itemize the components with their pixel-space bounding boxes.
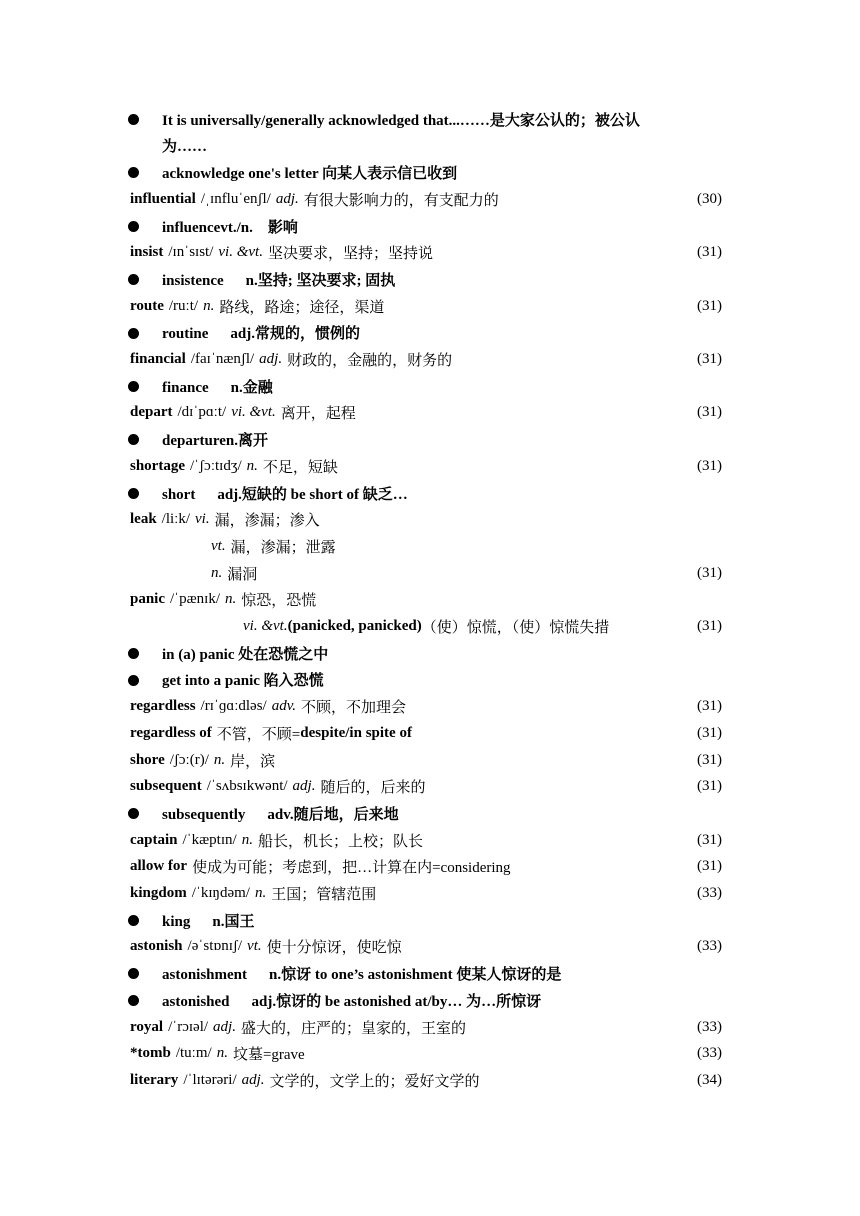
bullet-dot: [128, 808, 139, 819]
definition: 漏洞: [227, 566, 258, 583]
pronunciation: /ruːt/: [168, 297, 199, 314]
pronunciation: /rɪˈɡɑːdləs/: [200, 698, 267, 715]
bullet-entry: [130, 987, 722, 1014]
vocab-entry: [130, 400, 722, 427]
bullet-term: astonishment: [162, 967, 248, 984]
pronunciation: /ˈpænɪk/: [170, 591, 221, 608]
part-of-speech: vi.: [195, 511, 210, 528]
page-reference: (31): [697, 297, 722, 314]
bullet-entry: [130, 159, 722, 186]
bullet-text: [162, 269, 395, 290]
bullet-meaning: n.金融: [230, 379, 273, 396]
part-of-speech: adv.: [271, 698, 297, 715]
bullet-entry: [130, 907, 722, 934]
vocab-entry: [130, 1041, 722, 1068]
definition: 盛大的，庄严的；皇家的，王室的: [240, 1020, 466, 1037]
bullet-dot: [128, 968, 139, 979]
part-of-speech: vi. &vt.: [243, 618, 288, 635]
part-of-speech: vt.: [247, 938, 262, 955]
bullet-dot: [128, 274, 139, 285]
vocab-entry: [130, 880, 722, 907]
part-of-speech: n.: [241, 831, 253, 848]
bullet-meaning: adv.随后地，后来地: [267, 806, 399, 823]
definition: 不顾，不加理会: [301, 700, 407, 717]
bullet-entry: [130, 266, 722, 293]
part-of-speech: adj.: [213, 1018, 236, 1035]
part-of-speech: vi. &vt.: [231, 404, 276, 421]
part-of-speech: n.: [211, 564, 223, 581]
headword: captain: [130, 831, 178, 848]
part-of-speech: n.: [254, 885, 267, 902]
page-reference: (31): [697, 778, 722, 795]
bullet-entry: [130, 106, 722, 133]
definition: 路线，路途；途径，渠道: [219, 299, 385, 316]
page-reference: (31): [697, 698, 722, 715]
part-of-speech: vt.: [211, 537, 226, 554]
definition: 离开，起程: [280, 406, 356, 423]
vocab-entry: [130, 1067, 722, 1094]
headword: depart: [130, 404, 173, 421]
page-reference: (31): [697, 244, 722, 261]
bullet-term: king: [162, 913, 191, 930]
bullet-text: [162, 910, 254, 931]
headword: influential: [130, 190, 196, 207]
pronunciation: /ˈlɪtərəri/: [183, 1071, 237, 1088]
vocab-entry: [130, 533, 722, 560]
bullet-text: influencevt./n. 影响: [162, 219, 298, 236]
page-reference: (34): [697, 1071, 722, 1088]
bullet-entry: [130, 320, 722, 347]
headword: subsequent: [130, 778, 202, 795]
bullet-entry: [130, 480, 722, 507]
definition: 使十分惊讶，使吃惊: [266, 940, 402, 957]
part-of-speech: adj.: [259, 351, 283, 368]
bullet-dot: [128, 648, 139, 659]
bullet-dot: [128, 167, 139, 178]
page-reference: (30): [697, 190, 722, 207]
bullet-entry: [130, 960, 722, 987]
pronunciation: /əˈstɒnɪʃ/: [187, 938, 243, 955]
part-of-speech: n.: [216, 1045, 228, 1062]
bullet-text: [162, 376, 273, 397]
headword: literary: [130, 1071, 179, 1088]
page-reference: (31): [697, 351, 722, 368]
vocab-entry: [130, 507, 722, 534]
bullet-dot: [128, 114, 139, 125]
bullet-text: [162, 963, 561, 984]
headword: regardless: [130, 698, 196, 715]
vocab-entry: [130, 693, 722, 720]
bullet-dot: [128, 995, 139, 1006]
bullet-dot: [128, 915, 139, 926]
definition: 漏，渗漏；渗入: [214, 513, 320, 530]
vocab-entry: [130, 1014, 722, 1041]
bullet-text: [162, 990, 541, 1011]
page-reference: (33): [697, 885, 722, 902]
bullet-text: in (a) panic 处在恐慌之中: [162, 646, 329, 663]
vocab-entry: [130, 613, 722, 640]
page-reference: (31): [697, 831, 722, 848]
definition: 使成为可能；考虑到，把…计算在内=considering: [192, 860, 511, 877]
bullet-text: get into a panic 陷入恐慌: [162, 673, 324, 690]
headword: astonish: [130, 938, 183, 955]
vocab-entry: [130, 747, 722, 774]
vocab-entry: [130, 827, 722, 854]
part-of-speech: n.: [213, 751, 226, 768]
definition: 王国；管辖范围: [271, 887, 377, 904]
headword: route: [130, 297, 164, 314]
bullet-term: finance: [162, 379, 209, 396]
pronunciation: /liːk/: [161, 511, 191, 528]
definition: 惊恐，恐慌: [241, 593, 317, 610]
vocab-entry: [130, 774, 722, 801]
pronunciation: /ˈsʌbsɪkwənt/: [206, 778, 288, 795]
pronunciation: /faɪˈnænʃl/: [190, 351, 255, 368]
page-reference: (31): [697, 404, 722, 421]
vocab-entry: [130, 587, 722, 614]
inflection: (panicked, panicked): [287, 618, 422, 635]
part-of-speech: n.: [203, 297, 215, 314]
bullet-entry: [130, 426, 722, 453]
bullet-text: 为……: [162, 139, 208, 156]
page-reference: (31): [697, 564, 722, 581]
vocab-entry: [130, 720, 722, 747]
bullet-term: insistence: [162, 272, 224, 289]
vocab-entry: [130, 854, 722, 881]
part-of-speech: adj.: [292, 778, 316, 795]
headword: *tomb: [130, 1045, 171, 1062]
bullet-term: routine: [162, 326, 209, 343]
bullet-term: subsequently: [162, 806, 246, 823]
headword: kingdom: [130, 885, 187, 902]
definition: 坟墓=grave: [232, 1047, 305, 1064]
part-of-speech: adj.: [241, 1071, 265, 1088]
bullet-dot: [128, 434, 139, 445]
bullet-entry: [130, 133, 722, 160]
pronunciation: /tuːm/: [175, 1045, 212, 1062]
page-reference: (31): [697, 457, 722, 474]
bullet-meaning: n.国王: [212, 913, 255, 930]
page-reference: (33): [697, 1018, 722, 1035]
definition: 文学的，文学上的；爱好文学的: [269, 1073, 480, 1090]
definition: 漏，渗漏；泄露: [230, 539, 336, 556]
bullet-dot: [128, 488, 139, 499]
pronunciation: /ˈkæptɪn/: [182, 831, 237, 848]
bullet-text: [162, 803, 399, 824]
pronunciation: /ʃɔː(r)/: [169, 751, 209, 768]
bullet-entry: [130, 667, 722, 694]
headword: shore: [130, 751, 165, 768]
headword: financial: [130, 351, 186, 368]
vocab-entry: [130, 934, 722, 961]
bullet-text: [162, 483, 408, 504]
definition: 岸，滨: [230, 753, 276, 770]
headword: allow for: [130, 858, 188, 875]
pronunciation: /dɪˈpɑːt/: [177, 404, 227, 421]
bullet-entry: [130, 800, 722, 827]
headword: insist: [130, 244, 164, 261]
definition: （使）惊慌，（使）惊慌失措: [421, 620, 610, 637]
part-of-speech: n.: [246, 457, 258, 474]
pronunciation: /ɪnˈsɪst/: [168, 244, 214, 261]
vocab-entry: [130, 293, 722, 320]
bullet-term: astonished: [162, 993, 230, 1010]
bullet-entry: [130, 640, 722, 667]
bullet-text: [162, 322, 360, 343]
vocab-entry: [130, 560, 722, 587]
page-reference: (33): [697, 1045, 722, 1062]
bullet-term: short: [162, 486, 196, 503]
vocab-entry: [130, 186, 722, 213]
page-reference: (31): [697, 724, 722, 741]
bullet-meaning: adj.常规的，惯例的: [230, 326, 360, 343]
definition: 财政的，金融的，财务的: [287, 353, 453, 370]
bullet-dot: [128, 381, 139, 392]
bullet-entry: [130, 213, 722, 240]
definition: 船长，机长；上校；队长: [257, 833, 423, 850]
bullet-dot: [128, 221, 139, 232]
pronunciation: /ˈʃɔːtɪdʒ/: [190, 457, 242, 474]
definition: 随后的，后来的: [320, 780, 426, 797]
part-of-speech: adj.: [275, 190, 299, 207]
bullet-meaning: adj.短缺的 be short of 缺乏…: [217, 486, 408, 503]
bullet-meaning: adj.惊讶的 be astonished at/by… 为…所惊讶: [251, 993, 542, 1010]
headword: shortage: [130, 457, 185, 474]
bullet-text: departuren.离开: [162, 433, 268, 450]
bullet-dot: [128, 328, 139, 339]
page-reference: (31): [697, 618, 722, 635]
headword: panic: [130, 591, 166, 608]
definition: 有很大影响力的，有支配力的: [303, 192, 499, 209]
bullet-meaning: n.坚持; 坚决要求; 固执: [245, 272, 396, 289]
bullet-text: acknowledge one's letter 向某人表示信已收到: [162, 166, 458, 183]
headword: regardless of: [130, 724, 212, 741]
pronunciation: /ˌɪnfluˈenʃl/: [200, 190, 271, 207]
pronunciation: /ˈrɔɪəl/: [168, 1018, 209, 1035]
headword: royal: [130, 1018, 164, 1035]
definition: 坚决要求，坚持；坚持说: [267, 246, 433, 263]
bullet-meaning: n.惊讶 to one’s astonishment 使某人惊讶的是: [269, 967, 562, 984]
page-reference: (31): [697, 858, 722, 875]
page-reference: (31): [697, 751, 722, 768]
bullet-dot: [128, 675, 139, 686]
definition-extra: despite/in spite of: [300, 724, 412, 741]
vocab-entry: [130, 240, 722, 267]
pronunciation: /ˈkɪŋdəm/: [191, 885, 250, 902]
page-reference: (33): [697, 938, 722, 955]
headword: leak: [130, 511, 157, 528]
vocab-entry: [130, 346, 722, 373]
bullet-entry: [130, 373, 722, 400]
part-of-speech: n.: [225, 591, 237, 608]
definition: 不管，不顾=: [216, 726, 301, 743]
part-of-speech: vi. &vt.: [218, 244, 263, 261]
bullet-text: It is universally/generally acknowledged that...……是大家公认的；被公认: [162, 112, 640, 129]
vocab-entry: [130, 453, 722, 480]
definition: 不足，短缺: [262, 459, 338, 476]
